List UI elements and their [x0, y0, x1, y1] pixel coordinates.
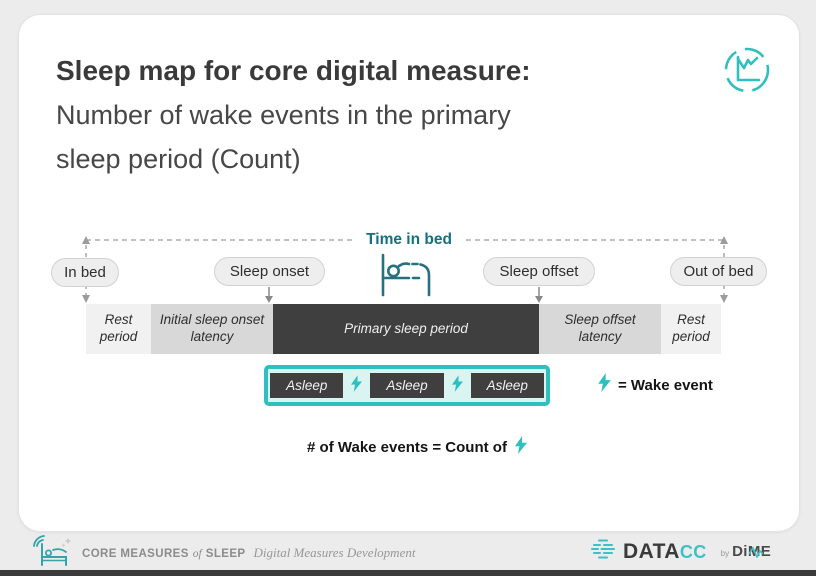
sleep-period-bar [86, 304, 721, 354]
pill-sleep-onset [214, 257, 325, 286]
core-measures-label: CORE MEASURES [82, 548, 189, 560]
asleep-blocks-box [264, 365, 550, 406]
segment-sleep-offset-latency: Sleep offset latency [539, 304, 661, 354]
of-label: of [192, 548, 202, 560]
digital-measures-development-label: Digital Measures Development [253, 545, 416, 560]
datacc-wordmark [623, 540, 707, 564]
segment-rest-period-left: Rest period [86, 304, 151, 354]
segment-rest-period-right: Rest period [661, 304, 721, 354]
page-subtitle-line1: Number of wake events in the primary [56, 100, 511, 130]
datacc-data-label: DATA [623, 539, 680, 563]
footer-brand-left [32, 535, 415, 571]
pill-sleep-offset-label: Sleep offset [499, 263, 579, 280]
lightning-icon [515, 436, 527, 459]
dime-logo [732, 543, 771, 561]
pill-in-bed-label: In bed [64, 264, 106, 281]
sleep-label: SLEEP [205, 548, 246, 560]
lightning-icon [598, 373, 611, 397]
by-dime [721, 543, 772, 561]
pill-sleep-offset [483, 257, 595, 286]
datacc-cc-label: CC [679, 541, 707, 562]
page-title: Sleep map for core digital measure: [56, 55, 531, 86]
datacc-icon [590, 538, 616, 565]
dime-label: DiME [732, 542, 772, 560]
wake-events-formula [19, 436, 799, 459]
bed-signal-icon [32, 535, 72, 571]
asleep-block-2: Asleep [370, 373, 443, 398]
bottom-strip [0, 570, 816, 576]
pill-sleep-onset-label: Sleep onset [229, 263, 310, 280]
wake-event-legend-label: = Wake event [618, 376, 713, 394]
asleep-block-3: Asleep [471, 373, 544, 398]
lightning-icon [452, 375, 463, 397]
by-label: by [720, 548, 730, 558]
asleep-block-1: Asleep [270, 373, 343, 398]
slide-card [18, 14, 800, 532]
page-subtitle-line2: sleep period (Count) [56, 144, 301, 174]
bed-icon [375, 251, 437, 299]
pill-out-of-bed [670, 257, 767, 286]
time-in-bed-label: Time in bed [354, 231, 464, 249]
segment-primary-sleep-period: Primary sleep period [273, 304, 539, 354]
footer-brand-left-text [82, 545, 415, 561]
wake-event-legend [598, 373, 713, 397]
segment-initial-sleep-onset-latency: Initial sleep onset latency [151, 304, 273, 354]
pill-out-of-bed-label: Out of bed [683, 263, 754, 280]
lightning-icon [351, 375, 362, 397]
pill-in-bed [51, 258, 119, 287]
wake-events-formula-label: # of Wake events = Count of [307, 439, 507, 456]
footer-brand-right [590, 538, 771, 565]
